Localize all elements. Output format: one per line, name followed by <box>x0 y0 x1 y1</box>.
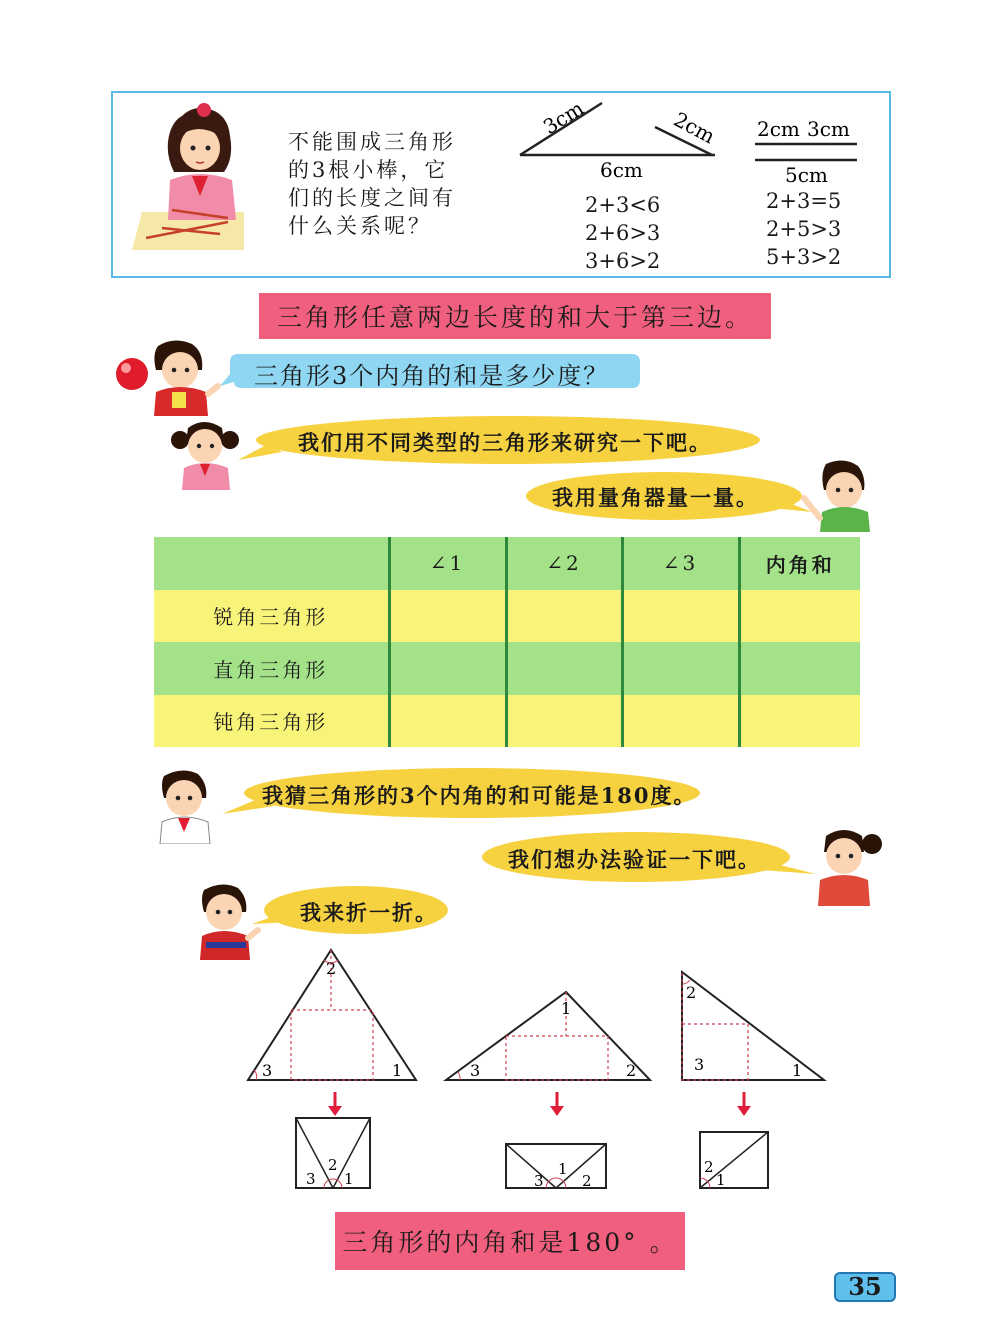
question-line: 不能围成三角形 <box>288 130 456 154</box>
relation: 5+3>2 <box>766 245 842 269</box>
page-number: 35 <box>834 1272 896 1302</box>
table-cell[interactable] <box>506 642 622 695</box>
question-line: 们的长度之间有 <box>288 186 456 210</box>
angle-label: 3 <box>306 1170 316 1188</box>
inequalities-1 <box>585 191 660 275</box>
angle-label: 3 <box>262 1061 273 1080</box>
table-header-row <box>154 537 860 590</box>
boy-2-bubble-text: 我猜三角形的3个内角的和可能是180度。 <box>262 783 697 808</box>
girl-thinking-illustration <box>170 414 240 490</box>
angle-label: 2 <box>582 1172 592 1190</box>
table-cell[interactable] <box>739 590 860 643</box>
down-arrow-icon <box>328 1092 342 1116</box>
angle-label: 1 <box>716 1171 726 1189</box>
question-line: 的3根小棒，它 <box>288 158 449 182</box>
stick-label-2cm: 2cm <box>757 117 800 141</box>
table-row <box>154 642 860 695</box>
right-triangle-figure <box>682 972 824 1080</box>
question-line: 什么关系呢？ <box>288 214 432 238</box>
angle-label: 2 <box>326 959 337 978</box>
table-cell[interactable] <box>506 590 622 643</box>
angle-label: 1 <box>344 1170 354 1188</box>
inequality: 2+3<6 <box>585 193 661 217</box>
boy-waving-illustration <box>152 766 222 844</box>
obtuse-triangle-figure <box>446 992 650 1080</box>
table-header-angle1: ∠1 <box>389 537 506 590</box>
table-header-empty <box>154 537 389 590</box>
table-cell[interactable] <box>506 695 622 748</box>
side-label-6cm: 6cm <box>600 158 643 182</box>
table-row <box>154 695 860 748</box>
table-cell[interactable] <box>739 642 860 695</box>
inequality: 3+6>2 <box>585 249 661 273</box>
acute-triangle-figure <box>248 950 416 1080</box>
side-label-2cm: 2cm <box>669 107 720 149</box>
girl-1-bubble-text: 我们用不同类型的三角形来研究一下吧。 <box>298 430 712 455</box>
table-cell[interactable] <box>389 695 506 748</box>
angle-label: 1 <box>561 999 572 1018</box>
table-cell[interactable] <box>622 590 739 643</box>
down-arrow-icon <box>737 1092 751 1116</box>
stick-label-5cm: 5cm <box>785 163 828 187</box>
angle-label: 1 <box>392 1061 403 1080</box>
side-label-3cm: 3cm <box>538 95 588 139</box>
table-cell[interactable] <box>622 695 739 748</box>
table-cell[interactable] <box>389 590 506 643</box>
stick-label-3cm: 3cm <box>807 117 850 141</box>
boy-3-bubble-text: 我来折一折。 <box>300 900 438 925</box>
row-label-right: 直角三角形 <box>154 642 389 695</box>
table-cell[interactable] <box>739 695 860 748</box>
girl-2-bubble-text: 我们想办法验证一下吧。 <box>508 847 761 872</box>
angle-sum-table <box>154 537 860 747</box>
question-text <box>288 128 456 240</box>
sticks-figure-2 <box>745 112 865 187</box>
boy-1-bubble-text: 我用量角器量一量。 <box>552 485 759 510</box>
angle-label: 2 <box>626 1061 637 1080</box>
angle-label: 3 <box>694 1055 705 1074</box>
relations-2 <box>766 187 841 271</box>
angle-label: 2 <box>704 1158 714 1176</box>
rule-banner: 三角形任意两边长度的和大于第三边。 <box>259 293 771 339</box>
down-arrow-icon <box>550 1092 564 1116</box>
angle-label: 1 <box>792 1061 803 1080</box>
inequality: 2+6>3 <box>585 221 661 245</box>
sticks-figure-1 <box>505 95 735 195</box>
angle-label: 1 <box>558 1160 568 1178</box>
angle-label: 2 <box>686 983 697 1002</box>
table-header-angle2: ∠2 <box>506 537 622 590</box>
relation: 2+5>3 <box>766 217 842 241</box>
relation: 2+3=5 <box>766 189 842 213</box>
angle-label: 2 <box>328 1156 338 1174</box>
folded-obtuse-rectangle <box>506 1144 606 1190</box>
question-bubble-text: 三角形3个内角的和是多少度？ <box>254 362 610 390</box>
folded-right-rectangle <box>700 1132 768 1189</box>
row-label-obtuse: 钝角三角形 <box>154 695 389 748</box>
girl-with-sticks-illustration <box>132 100 252 260</box>
girl-ponytail-illustration <box>802 822 884 906</box>
row-label-acute: 锐角三角形 <box>154 590 389 643</box>
table-cell[interactable] <box>389 642 506 695</box>
angle-label: 3 <box>470 1061 481 1080</box>
boy-with-ball-illustration <box>112 336 222 416</box>
folded-acute-rectangle <box>296 1118 370 1188</box>
conclusion-banner: 三角形的内角和是180° 。 <box>335 1212 685 1270</box>
boy-pointing-illustration <box>798 456 874 532</box>
angle-label: 3 <box>534 1172 544 1190</box>
table-cell[interactable] <box>622 642 739 695</box>
fold-figures <box>236 940 836 1200</box>
table-row <box>154 590 860 643</box>
table-header-angle-sum: 内角和 <box>739 537 860 590</box>
table-header-angle3: ∠3 <box>622 537 739 590</box>
